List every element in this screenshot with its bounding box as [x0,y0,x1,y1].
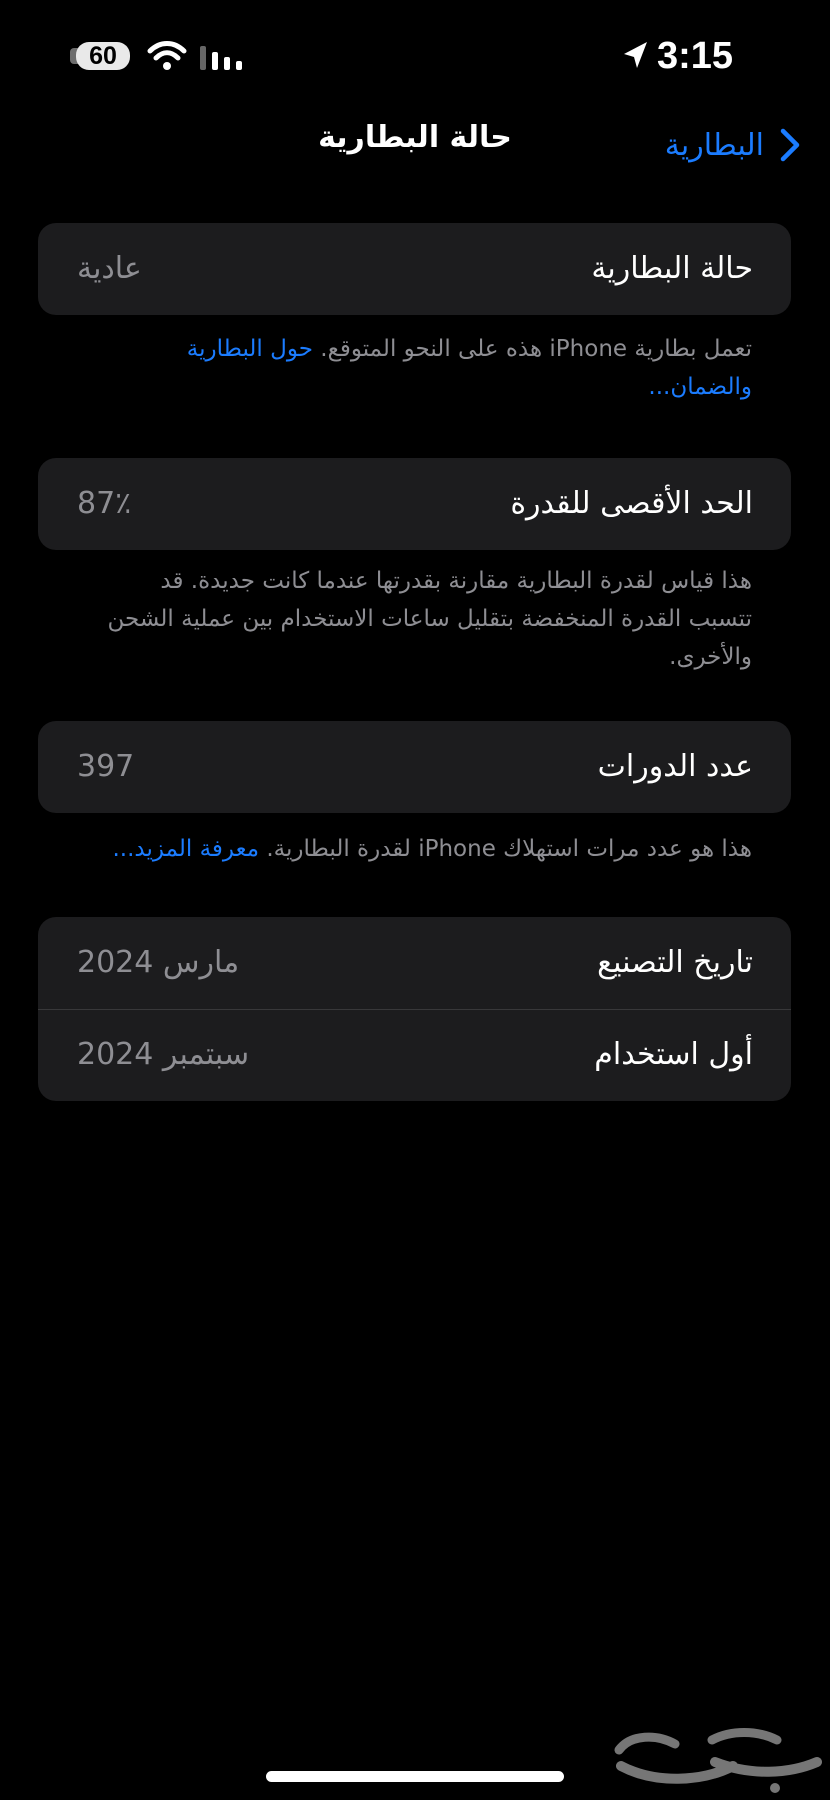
battery-health-footnote-text: تعمل بطارية iPhone هذه على النحو المتوقع. [320,336,752,362]
battery-health-footnote [90,330,752,406]
page-title: حالة البطارية [318,120,512,155]
status-time: 3:15 [657,35,734,77]
cycle-count-row [38,721,791,813]
maximum-capacity-row [38,458,791,550]
battery-health-value: عادية [77,251,142,286]
cycle-count-footnote [90,830,752,868]
haraj-watermark-logo [607,1724,827,1800]
manufacture-date-row [38,917,791,1009]
cycle-count-footnote-text: هذا هو عدد مرات استهلاك iPhone لقدرة البطارية. [266,836,752,862]
battery-health-row [38,223,791,315]
maximum-capacity-footnote: هذا قياس لقدرة البطارية مقارنة بقدرتها عندما كانت جديدة. قد تتسبب القدرة المنخفضة بتقليل ساعات الاستخدام بين عملية الشحن والأخرى. [107,568,752,670]
cycle-count-label: عدد الدورات [597,749,753,784]
chevron-right-icon[interactable] [778,127,802,163]
first-use-value: سبتمبر 2024 [77,1037,250,1072]
cycle-count-value: 397 [77,749,135,784]
navigation-bar [0,110,830,188]
first-use-row [38,1009,791,1101]
home-indicator[interactable] [266,1771,564,1782]
wifi-icon [146,39,188,73]
back-button-label[interactable]: البطارية [664,127,764,163]
battery-health-label: حالة البطارية [591,251,753,286]
dates-card [38,917,791,1101]
manufacture-date-label: تاريخ التصنيع [597,945,753,980]
maximum-capacity-value: 87٪ [77,486,132,521]
maximum-capacity-label: الحد الأقصى للقدرة [510,486,753,521]
battery-health-card [38,223,791,315]
status-bar [0,0,830,110]
learn-more-link[interactable]: معرفة المزيد... [112,836,260,862]
battery-level-badge: 60 [76,42,130,70]
cellular-signal-icon [198,42,244,72]
first-use-label: أول استخدام [594,1037,753,1072]
cycle-count-card [38,721,791,813]
location-arrow-icon [620,40,650,72]
back-button[interactable] [665,120,802,170]
manufacture-date-value: مارس 2024 [77,945,240,980]
maximum-capacity-card [38,458,791,550]
battery-warranty-link[interactable]: حول البطارية والضمان... [186,336,752,400]
